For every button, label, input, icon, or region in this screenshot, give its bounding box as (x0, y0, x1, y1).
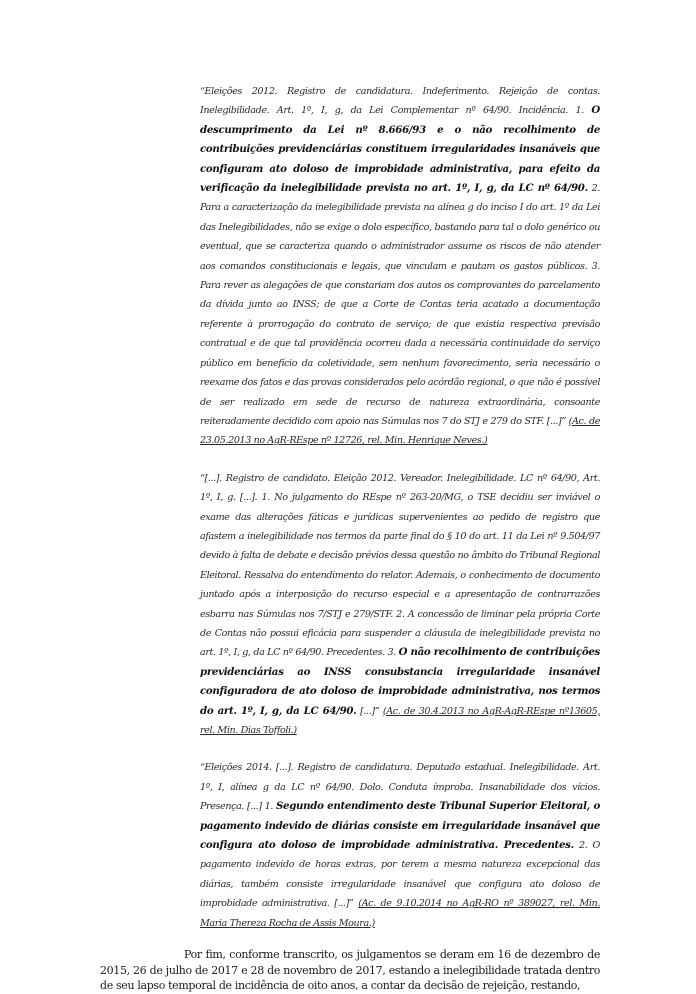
citation-reference: (Ac. de 23.05.2013 no AgR-REspe nº 12726, rel. Min. Henrique Neves.) (200, 415, 600, 447)
jurisprudence-quote-2 (200, 469, 600, 741)
jurisprudence-quote-3 (200, 758, 600, 933)
quote-text: “Eleições 2012. Registro de candidatura. Indeferimento. Rejeição de contas. Inelegibilidade. Art. 1º, I, g, da Lei Complementar nº 64/90. Incidência. 1. (200, 86, 600, 117)
emphasized-text: O descumprimento da Lei nº 8.666/93 e o não recolhimento de contribuições previdenciárias constituem irregularidades insanáveis que configuram ato doloso de improbidade administrativa, para efeito da verificação da inelegibilidade prevista no art. 1º, I, g, da LC nº 64/90. (200, 104, 600, 195)
emphasized-text: O não recolhimento de contribuições previdenciárias ao INSS consubstancia irregularidade insanável configuradora de ato doloso de improbidade administrativa, nos termos do art. 1º, I, g, da LC 64/90. (200, 646, 600, 717)
body-paragraph: Por fim, conforme transcrito, os julgamentos se deram em 16 de dezembro de 2015, 26 de julho de 2017 e 28 de novembro de 2017, estando a inelegibilidade tratada dentro de seu lapso temporal de incidência de oito anos, a contar da decisão de rejeição, restando, (100, 948, 600, 993)
quote-text: 2. O pagamento indevido de horas extras, por terem a mesma natureza excepcional das diárias, também consiste irregularidade insanável que configura ato doloso de improbidade administrativa. [...]” (200, 840, 600, 910)
quote-text: “[...]. Registro de candidato. Eleição 2012. Vereador. Inelegibilidade. LC nº 64/90, Art. 1º, I, g. [...]. 1. No julgamento do REspe nº 263-20/MG, o TSE decidiu ser inviável o exame das alterações fáticas e jurídicas supervenientes ao pedido de registro que afastem a inelegibilidade nos termos da parte final do § 10 do art. 11 da Lei nº 9.504/97 devido à falta de debate e decisão prévios dessa questão no âmbito do Tribunal Regional Eleitoral. Ressalva do entendimento do relator. Ademais, o conhecimento de documento juntado após a interposição do recurso especial e a apresentação de contrarrazões esbarra nas Súmulas nos 7/STJ e 279/STF. 2. A concessão de liminar pela própria Corte de Contas não possui eficácia para suspender a cláusula de inelegibilidade prevista no art. 1º, I, g, da LC nº 64/90. Precedentes. 3. (200, 472, 600, 659)
emphasized-text: Segundo entendimento deste Tribunal Superior Eleitoral, o pagamento indevido de diárias consiste em irregularidade insanável que configura ato doloso de improbidade administrativa. Precedentes. (200, 800, 600, 852)
quote-text: [...]” (356, 705, 383, 717)
quote-text: 2. Para a caracterização da inelegibilidade prevista na alínea g do inciso I do art. 1º da Lei das Inelegibilidades, não se exige o dolo específico, bastando para tal o dolo genérico ou eventual, que se caracteriza quando o administrador assume os riscos de não atender aos comandos constitucionais e legais, que vinculam e pautam os gastos públicos. 3. Para rever as alegações de que constariam dos autos os comprovantes do parcelamento da dívida junto ao INSS; de que a Corte de Contas teria acatado a documentação referente à prorrogação do contrato de serviço; de que existia respectiva previsão contratual e de que tal providência ocorreu dada a necessária continuidade do serviço público em benefício da coletividade, sem nenhum favorecimento, seria necessário o reexame dos fatos e das provas considerados pelo acórdão regional, o que não é possível de ser realizado em sede de recurso de natureza extraordinária, consoante reiteradamente decidido com apoio nas Súmulas nos 7 do STJ e 279 do STF. [...]” (200, 183, 600, 427)
quote-text: “Eleições 2014. [...]. Registro de candidatura. Deputado estadual. Inelegibilidade. Art. 1º, I, alínea g da LC nº 64/90. Dolo. Conduta ímproba. Insanabilidade dos vícios. Presença. [...] 1. (200, 762, 600, 813)
citation-reference: (Ac. de 9.10.2014 no AgR-RO nº 389027, rel. Min. Maria Thereza Rocha de Assis Moura.) (200, 898, 600, 929)
jurisprudence-quote-1 (200, 82, 600, 451)
citation-reference: (Ac. de 30.4.2013 no AgR-AgR-REspe nº13605, rel. Min. Dias Toffoli.) (200, 705, 600, 736)
